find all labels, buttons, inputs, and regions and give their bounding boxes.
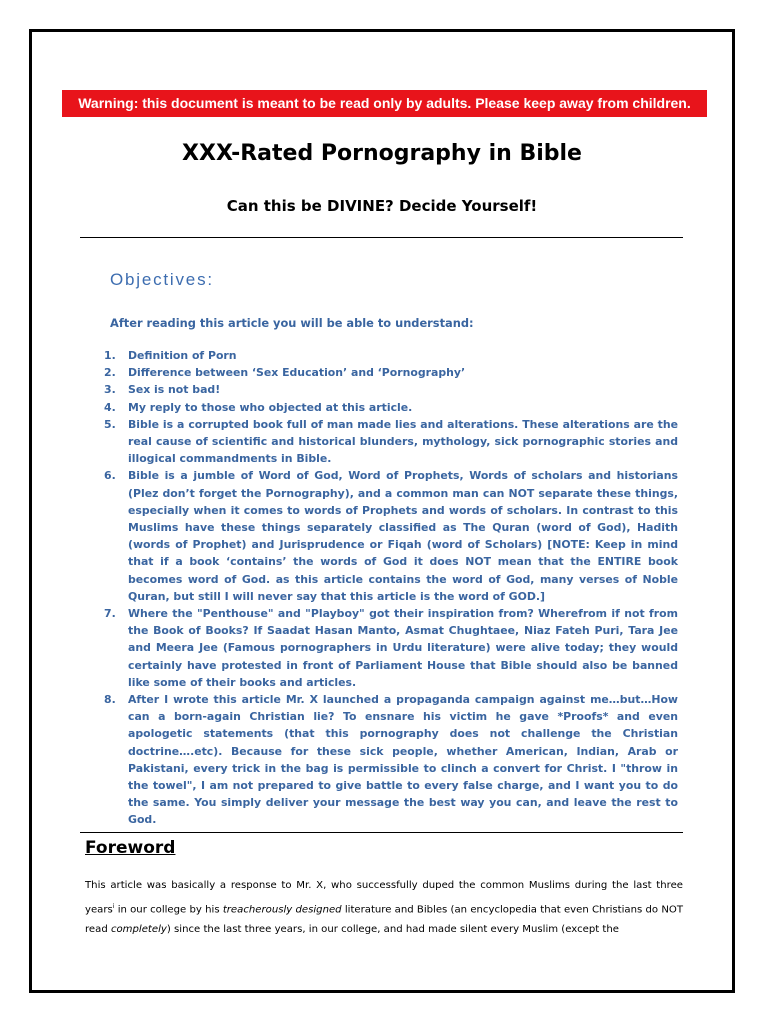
document-title: XXX-Rated Pornography in Bible (182, 141, 582, 166)
objective-item (96, 467, 678, 605)
foreword-emphasis: treacherously designed (222, 903, 342, 915)
objective-number: 7. (104, 607, 116, 621)
objective-text: Sex is not bad! (128, 383, 221, 397)
divider-top (80, 237, 683, 238)
objective-text: Bible is a corrupted book full of man made lies and alterations. These alterations are the real cause of scientific and historical blunders, mythology, sick pornographic stories and illogical commandments in Bible. (128, 417, 678, 466)
divider-bottom (80, 832, 683, 833)
objective-number: 2. (104, 366, 116, 380)
objective-text: After I wrote this article Mr. X launched a propaganda campaign against me…but…How can a born-again Christian lie? To ensnare his victim he gave *Proofs* and even apologetic statements (that this pornography does not challenge the Christian doctrine….etc). Because for these sick people, whether American, Indian, Arab or Pakistani, every trick in the bag is permissible to clinch a convert for Christ. I "throw in the towel", I am not prepared to give battle to every false charge, and I want you to do the same. You simply deliver your message the best way you can, and leave the rest to God. (128, 693, 678, 827)
footnote-marker[interactable]: i (112, 902, 115, 910)
warning-banner: Warning: this document is meant to be read only by adults. Please keep away from children. (62, 90, 707, 117)
objective-item (96, 347, 678, 364)
foreword-text: ) since the last three years, in our college, and had made silent every Muslim (except the (166, 924, 619, 936)
objective-item (96, 364, 678, 381)
objective-number: 5. (104, 417, 116, 431)
foreword-emphasis: completely (110, 924, 167, 936)
objective-item (96, 381, 678, 398)
foreword-text: This article was basically a response to Mr. X, who successfully duped the common Muslims during the last three years (85, 880, 683, 915)
objective-item (96, 399, 678, 416)
objective-number: 4. (104, 400, 116, 414)
foreword-text: in our college by his (114, 903, 223, 915)
objectives-heading: Objectives: (110, 270, 214, 289)
objective-text: Bible is a jumble of Word of God, Word of Prophets, Words of scholars and historians (Plez don’t forget the Pornography), and a common man can NOT separate these things, especially when it comes to words of Prophets and words of scholars. In contrast to this Muslims have these things separately classified as The Quran (word of God), Hadith (words of Prophet) and Jurisprudence or Fiqah (word of Scholars) [NOTE: Keep in mind that if a book ‘contains’ the words of God it does NOT mean that the ENTIRE book becomes word of God. as this article contains the word of God, many verses of Noble Quran, but still I will never say that this article is the word of GOD.] (128, 469, 678, 603)
objectives-list (96, 347, 678, 829)
objective-number: 8. (104, 693, 116, 707)
objective-text: Difference between ‘Sex Education’ and ‘Pornography’ (128, 366, 466, 380)
objectives-intro: After reading this article you will be able to understand: (110, 316, 474, 330)
document-subtitle: Can this be DIVINE? Decide Yourself! (226, 197, 538, 215)
objective-item (96, 691, 678, 829)
objective-text: Where the "Penthouse" and "Playboy" got their inspiration from? Wherefrom if not from the Book of Books? If Saadat Hasan Manto, Asmat Chughtaee, Niaz Fateh Puri, Tara Jee and Meera Jee (Famous pornographers in Urdu literature) were alive today; they would certainly have protested in front of Parliament House that Bible should also be banned like some of their books and articles. (128, 607, 678, 689)
foreword-paragraph (85, 876, 683, 941)
objective-item (96, 605, 678, 691)
objective-item (96, 416, 678, 468)
foreword-heading: Foreword (85, 838, 176, 858)
objective-number: 3. (104, 383, 116, 397)
objective-number: 6. (104, 469, 116, 483)
foreword-text: literature and Bibles (an encyclopedia that even Christians do NOT read (85, 903, 683, 936)
objective-text: My reply to those who objected at this article. (128, 400, 413, 414)
objective-number: 1. (104, 349, 116, 362)
objective-text: Definition of Porn (128, 349, 237, 362)
